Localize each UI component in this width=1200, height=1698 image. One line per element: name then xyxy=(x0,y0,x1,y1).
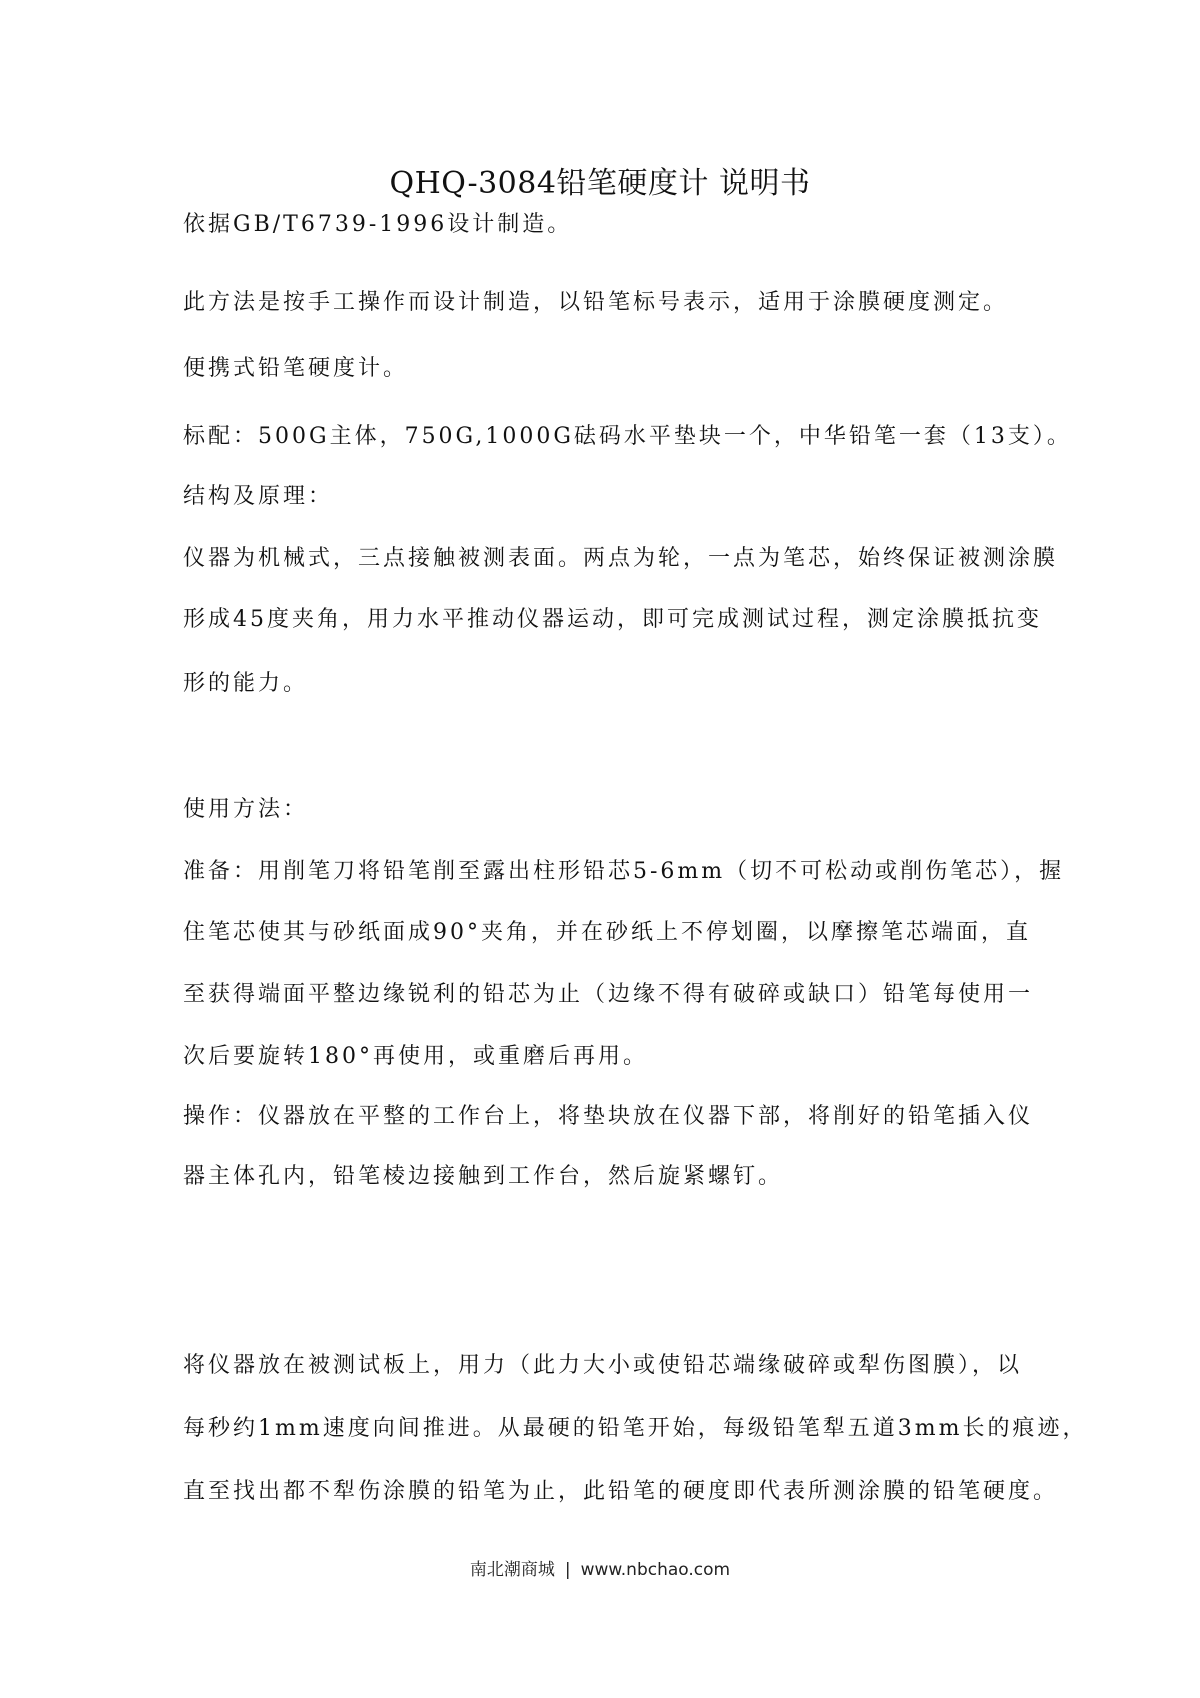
test-line: 将仪器放在被测试板上，用力（此力大小或使铅芯端缘破碎或犁伤图膜），以 xyxy=(183,1353,1023,1378)
preparation-line: 至获得端面平整边缘锐利的铅芯为止（边缘不得有破碎或缺口）铅笔每使用一 xyxy=(183,982,1034,1007)
footer-separator: | xyxy=(564,1560,571,1580)
test-line: 直至找出都不犁伤涂膜的铅笔为止，此铅笔的硬度即代表所测涂膜的铅笔硬度。 xyxy=(183,1479,1059,1504)
principle-line: 形成45度夹角，用力水平推动仪器运动，即可完成测试过程，测定涂膜抵抗变 xyxy=(183,607,1042,632)
document-title: QHQ-3084铅笔硬度计 说明书 xyxy=(389,166,811,201)
intro-line: 依据GB/T6739-1996设计制造。 xyxy=(183,212,573,237)
test-line: 每秒约1mm速度向间推进。从最硬的铅笔开始，每级铅笔犁五道3mm长的痕迹， xyxy=(183,1416,1088,1441)
intro-line: 标配：500G主体，750G,1000G砝码水平垫块一个，中华铅笔一套（13支）。 xyxy=(183,424,1072,449)
preparation-line: 住笔芯使其与砂纸面成90°夹角，并在砂纸上不停划圈，以摩擦笔芯端面，直 xyxy=(183,920,1031,945)
principle-line: 仪器为机械式，三点接触被测表面。两点为轮，一点为笔芯，始终保证被测涂膜 xyxy=(183,546,1059,571)
footer-url-link[interactable]: www.nbchao.com xyxy=(580,1560,731,1580)
intro-line: 此方法是按手工操作而设计制造，以铅笔标号表示，适用于涂膜硬度测定。 xyxy=(183,290,1009,315)
preparation-line: 次后要旋转180°再使用，或重磨后再用。 xyxy=(183,1044,648,1069)
operation-line: 操作：仪器放在平整的工作台上，将垫块放在仪器下部，将削好的铅笔插入仪 xyxy=(183,1104,1034,1129)
preparation-line: 准备：用削笔刀将铅笔削至露出柱形铅芯5-6mm（切不可松动或削伤笔芯），握 xyxy=(183,859,1065,884)
section-heading-usage: 使用方法： xyxy=(183,797,309,822)
section-heading-structure: 结构及原理： xyxy=(183,484,334,509)
footer-site-name: 南北潮商城 xyxy=(469,1560,555,1580)
principle-line: 形的能力。 xyxy=(183,671,309,696)
intro-line: 便携式铅笔硬度计。 xyxy=(183,356,409,381)
page-footer xyxy=(0,1555,1200,1580)
operation-line: 器主体孔内，铅笔棱边接触到工作台，然后旋紧螺钉。 xyxy=(183,1164,784,1189)
